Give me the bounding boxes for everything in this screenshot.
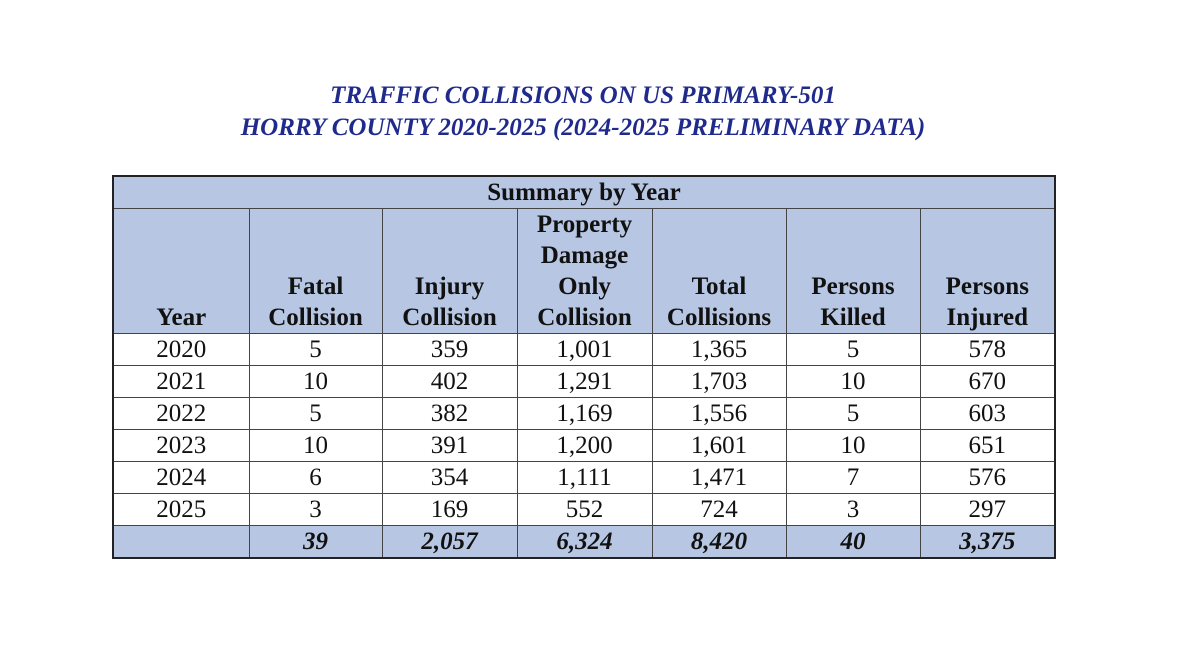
report-title: [0, 80, 1166, 144]
table-cell: 651: [920, 430, 1055, 462]
column-header-line: Injury: [414, 273, 485, 300]
column-header-line: Collision: [402, 304, 497, 331]
year-cell: 2022: [113, 398, 249, 430]
column-header-line: Collision: [268, 304, 363, 331]
table-cell: 1,703: [652, 366, 786, 398]
table-cell: 169: [382, 494, 517, 526]
column-header-line: Injured: [946, 304, 1029, 331]
table-cell: 402: [382, 366, 517, 398]
year-cell: 2024: [113, 462, 249, 494]
table-row: [113, 494, 1055, 526]
column-header-line: Collision: [537, 304, 632, 331]
total-cell: 39: [249, 526, 382, 559]
table-cell: 578: [920, 334, 1055, 366]
table-cell: 3: [786, 494, 920, 526]
table-cell: 3: [249, 494, 382, 526]
column-header-line: Persons: [811, 273, 895, 300]
table-row: [113, 366, 1055, 398]
column-header-line: Total: [691, 273, 747, 300]
column-header: [517, 209, 652, 334]
table-cell: 1,556: [652, 398, 786, 430]
column-header: [786, 209, 920, 334]
column-header-line: Collisions: [666, 304, 772, 331]
total-cell: 8,420: [652, 526, 786, 559]
title-line-2: HORRY COUNTY 2020-2025 (2024-2025 PRELIMINARY DATA): [240, 114, 926, 141]
table-cell: 1,169: [517, 398, 652, 430]
table-cell: 6: [249, 462, 382, 494]
column-header-line: Killed: [820, 304, 886, 331]
column-header: [920, 209, 1055, 334]
table-cell: 576: [920, 462, 1055, 494]
column-header-line: Year: [156, 304, 207, 331]
column-header: [382, 209, 517, 334]
total-cell: 40: [786, 526, 920, 559]
table-cell: 7: [786, 462, 920, 494]
total-cell: 3,375: [920, 526, 1055, 559]
year-cell: 2025: [113, 494, 249, 526]
table-cell: 10: [786, 430, 920, 462]
table-cell: 1,200: [517, 430, 652, 462]
column-header-line: Fatal: [287, 273, 344, 300]
table-cell: 10: [249, 366, 382, 398]
table-cell: 5: [786, 334, 920, 366]
column-header: [113, 209, 249, 334]
table-cell: 297: [920, 494, 1055, 526]
year-cell: 2023: [113, 430, 249, 462]
table-row: [113, 398, 1055, 430]
table-cell: 10: [786, 366, 920, 398]
total-cell: 2,057: [382, 526, 517, 559]
table-header-row: [113, 209, 1055, 334]
column-header-line: Property: [536, 211, 633, 238]
table-cell: 1,601: [652, 430, 786, 462]
table-cell: 5: [786, 398, 920, 430]
table-cell: 670: [920, 366, 1055, 398]
table-cell: 552: [517, 494, 652, 526]
year-cell: 2020: [113, 334, 249, 366]
table-cell: 1,111: [517, 462, 652, 494]
column-header-line: Damage: [540, 242, 629, 269]
table-cell: 1,291: [517, 366, 652, 398]
table-cell: 724: [652, 494, 786, 526]
table-row: [113, 334, 1055, 366]
title-line-1: TRAFFIC COLLISIONS ON US PRIMARY-501: [330, 82, 836, 109]
column-header-line: Persons: [945, 273, 1029, 300]
table-row: [113, 430, 1055, 462]
table-cell: 1,471: [652, 462, 786, 494]
total-cell: [113, 526, 249, 559]
table-cell: 603: [920, 398, 1055, 430]
table-row: [113, 462, 1055, 494]
column-header-line: Only: [558, 273, 611, 300]
total-cell: 6,324: [517, 526, 652, 559]
table-cell: 391: [382, 430, 517, 462]
table-cell: 5: [249, 398, 382, 430]
column-header: [652, 209, 786, 334]
year-cell: 2021: [113, 366, 249, 398]
table-cell: 354: [382, 462, 517, 494]
table-cell: 1,001: [517, 334, 652, 366]
table-caption-row: [113, 176, 1055, 209]
summary-table: [112, 175, 1056, 559]
table-cell: 359: [382, 334, 517, 366]
totals-row: [113, 526, 1055, 559]
table-cell: 382: [382, 398, 517, 430]
column-header: [249, 209, 382, 334]
table-cell: 10: [249, 430, 382, 462]
table-cell: 5: [249, 334, 382, 366]
table-caption: Summary by Year: [113, 176, 1055, 209]
table-body: [113, 334, 1055, 559]
table-cell: 1,365: [652, 334, 786, 366]
